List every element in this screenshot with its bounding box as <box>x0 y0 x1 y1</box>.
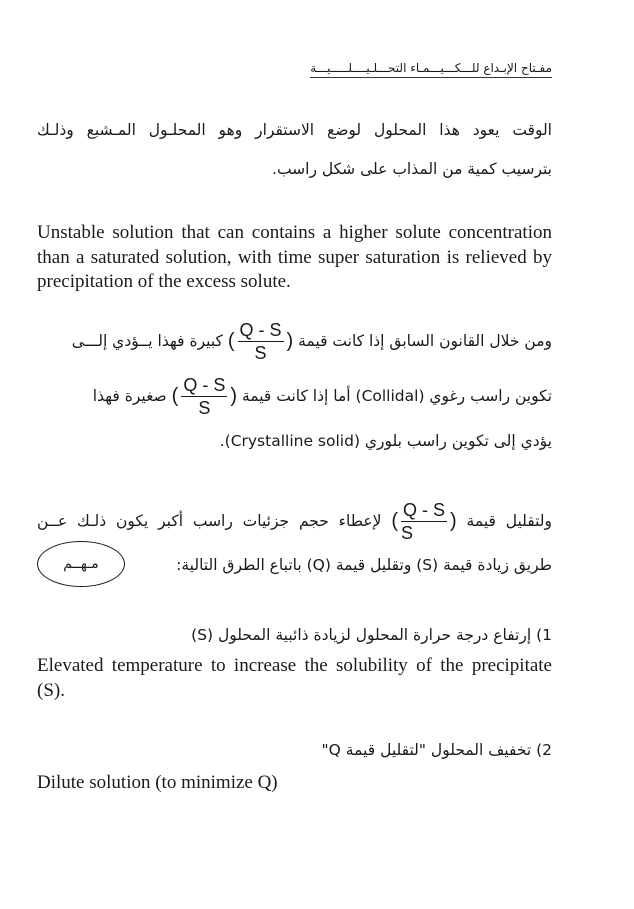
paren-close: ) <box>391 510 399 532</box>
fraction-numerator: Q - S <box>239 320 282 340</box>
item-2-arabic: 2) تخفيف المحلول "لتقليل قيمة Q" <box>321 741 552 759</box>
item-1-arabic: 1) إرتفاع درجة حرارة المحلول لزيادة ذائبية المحلول (S) <box>191 626 552 644</box>
fraction-numerator: Q - S <box>183 375 226 395</box>
arabic-paragraph-2-line-3: يؤدي إلى تكوين راسب بلوري (Crystalline solid). <box>219 432 552 450</box>
p3-line1-left-text: لإعطاء حجم جزئيات راسب أكبر يكون ذلـك عــن <box>37 512 382 530</box>
arabic-paragraph-1-line-2: بترسيب كمية من المذاب على شكل راسب. <box>272 160 552 178</box>
fraction-q-minus-s-over-s <box>181 374 227 419</box>
important-stamp-label: مـهــم <box>63 556 99 572</box>
p2-line1-right-text: ومن خلال القانون السابق إذا كانت قيمة <box>298 332 552 350</box>
arabic-paragraph-3-line-2: طريق زيادة قيمة (S) وتقليل قيمة (Q) باتباع الطرق التالية: <box>176 556 552 574</box>
fraction-denominator: S <box>198 398 211 418</box>
item-1-english: Elevated temperature to increase the solubility of the precipitate (S). <box>37 655 552 701</box>
p2-line2-right-text: تكوين راسب رغوي (Collidal) أما إذا كانت قيمة <box>241 387 552 405</box>
paren-open: ( <box>450 510 457 532</box>
fraction-q-minus-s-over-s <box>238 319 284 364</box>
english-paragraph-1: Unstable solution that can contains a higher solute concentration than a saturated solution, with time super saturation is relieved by precipitation of the excess solute. <box>37 222 552 292</box>
arabic-paragraph-1-line-1: الوقت يعود هذا المحلول لوضع الاستقرار وهو المحلـول المـشبع وذلـك <box>37 121 552 139</box>
fraction-denominator: S <box>401 523 414 543</box>
arabic-paragraph-2-line-1 <box>72 319 552 364</box>
page-header: مفـتاح الإبـداع للـــكـــيـــمـاء التحـــلـيــــلـــــيـــة <box>310 61 552 78</box>
p3-line1-right-text: ولتقليل قيمة <box>466 512 553 530</box>
important-stamp <box>37 541 125 587</box>
paren-open: ( <box>286 330 294 352</box>
fraction-q-minus-s-over-s <box>401 499 447 544</box>
arabic-paragraph-3-line-1 <box>37 499 552 544</box>
paren-close: ) <box>171 385 179 407</box>
p2-line2-left-text: صغيرة فهذا <box>92 387 167 405</box>
p2-line1-left-text: كبيرة فهذا يــؤدي إلـــى <box>71 332 223 350</box>
paren-close: ) <box>227 330 235 352</box>
item-2-english: Dilute solution (to minimize Q) <box>37 772 278 793</box>
fraction-numerator: Q - S <box>403 500 446 520</box>
paren-open: ( <box>230 385 238 407</box>
arabic-paragraph-2-line-2 <box>93 374 552 419</box>
fraction-denominator: S <box>254 343 267 363</box>
